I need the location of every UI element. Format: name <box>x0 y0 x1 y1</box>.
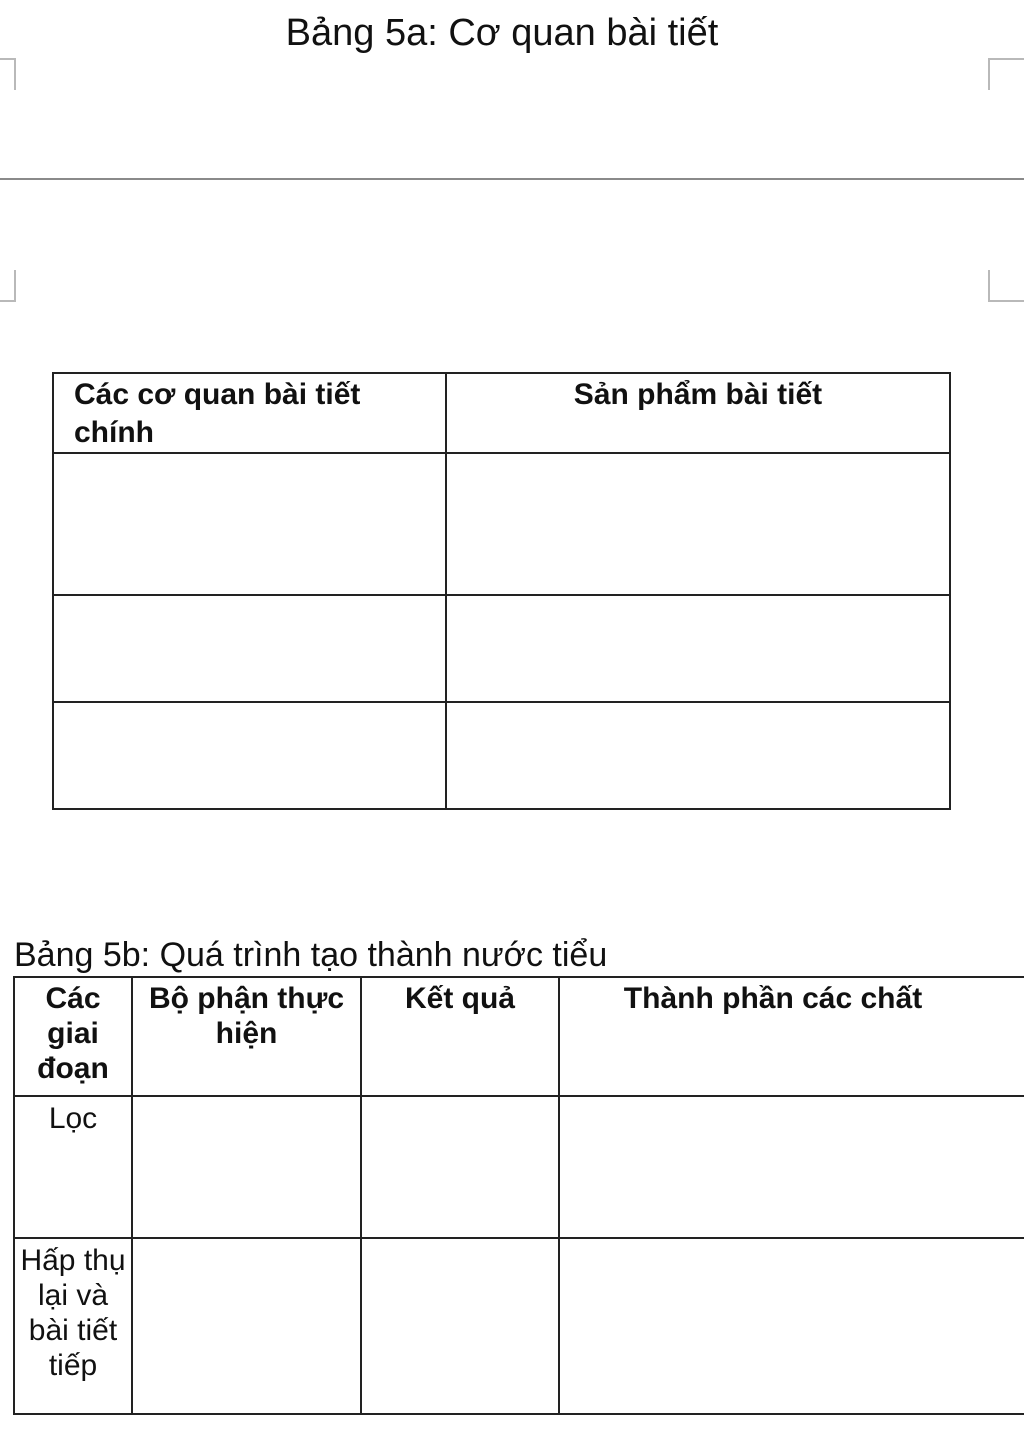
empty-cell[interactable] <box>559 1096 1024 1238</box>
empty-cell[interactable] <box>361 1238 559 1414</box>
stage-cell: Hấp thụ lại và bài tiết tiếp <box>14 1238 132 1414</box>
header-cell-result: Kết quả <box>361 977 559 1096</box>
page-corner-mark <box>988 58 1024 90</box>
table-5b <box>13 976 1024 1415</box>
page-divider <box>0 178 1024 180</box>
page-corner-mark <box>0 270 16 302</box>
empty-cell[interactable] <box>53 595 446 702</box>
table-row <box>14 1238 1024 1414</box>
empty-cell[interactable] <box>559 1238 1024 1414</box>
header-cell-organs: Các cơ quan bài tiết chính <box>53 373 446 453</box>
table-row <box>53 702 950 809</box>
header-cell-part: Bộ phận thực hiện <box>132 977 361 1096</box>
table-row <box>53 453 950 595</box>
table-5b-title: Bảng 5b: Quá trình tạo thành nước tiểu <box>14 936 608 974</box>
table-5a-title: Bảng 5a: Cơ quan bài tiết <box>285 12 719 54</box>
empty-cell[interactable] <box>446 453 950 595</box>
header-cell-composition: Thành phần các chất <box>559 977 1024 1096</box>
empty-cell[interactable] <box>446 702 950 809</box>
table-5a <box>52 372 951 810</box>
table-header-row <box>53 373 950 453</box>
empty-cell[interactable] <box>53 702 446 809</box>
table-row <box>14 1096 1024 1238</box>
page-corner-mark <box>0 58 16 90</box>
header-cell-products: Sản phẩm bài tiết <box>446 373 950 453</box>
stage-cell: Lọc <box>14 1096 132 1238</box>
empty-cell[interactable] <box>53 453 446 595</box>
header-cell-stage: Các giai đoạn <box>14 977 132 1096</box>
table-header-row <box>14 977 1024 1096</box>
page-corner-mark <box>988 270 1024 302</box>
empty-cell[interactable] <box>132 1238 361 1414</box>
empty-cell[interactable] <box>361 1096 559 1238</box>
empty-cell[interactable] <box>446 595 950 702</box>
empty-cell[interactable] <box>132 1096 361 1238</box>
table-row <box>53 595 950 702</box>
